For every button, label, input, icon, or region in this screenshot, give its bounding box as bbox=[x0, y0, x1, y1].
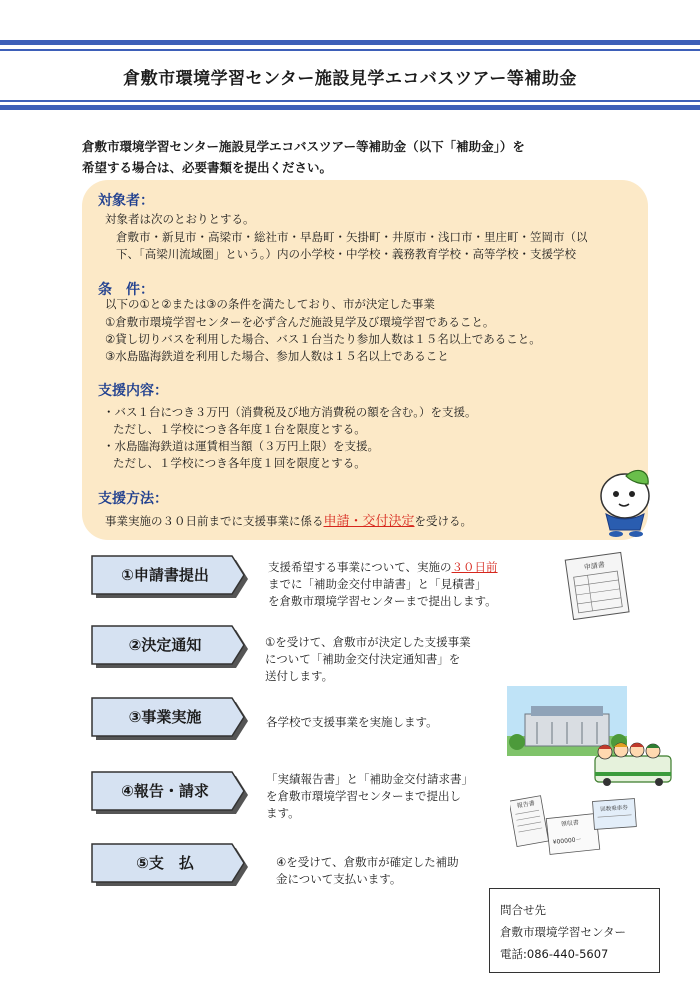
support-line-1: ・バス１台につき３万円（消費税及び地方消費税の額を含む。）を支援。 bbox=[103, 405, 477, 419]
step-1-desc-line-2: までに「補助金交付申請書」と「見積書」 bbox=[268, 577, 487, 591]
receipt-amount: ¥00000－ bbox=[552, 836, 582, 847]
support-line-2: ただし、１学校につき各年度１台を限度とする。 bbox=[113, 422, 366, 436]
page-title: 倉敷市環境学習センター施設見学エコバスツアー等補助金 bbox=[123, 69, 577, 89]
step-1-desc-line-3: を倉敷市環境学習センターまで提出します。 bbox=[268, 594, 497, 608]
step-4-desc-line-1: 「実績報告書」と「補助金交付請求書」 bbox=[266, 772, 473, 786]
target-line-2: 倉敷市・新見市・高梁市・総社市・早島町・矢掛町・井原市・浅口市・里庄町・笠岡市（以 bbox=[116, 230, 588, 244]
step-5-label: ⑤支 払 bbox=[136, 854, 194, 872]
contact-title: 問合せ先 bbox=[500, 903, 546, 917]
step-1-desc-line-1 bbox=[268, 559, 498, 576]
step-4-desc-line-3: ます。 bbox=[266, 806, 300, 820]
step-3 bbox=[90, 696, 250, 746]
step-2-desc-line-1: ①を受けて、倉敷市が決定した支援事業 bbox=[265, 635, 471, 649]
step-4 bbox=[90, 770, 250, 820]
intro-text bbox=[82, 136, 642, 178]
target-line-1: 対象者は次のとおりとする。 bbox=[105, 212, 255, 226]
step-1 bbox=[90, 554, 250, 604]
support-line-3: ・水島臨海鉄道は運賃相当額（３万円上限）を支援。 bbox=[103, 439, 379, 453]
ticket-label: 回数乗車券 bbox=[600, 805, 629, 813]
step-3-desc-line-1: 各学校で支援事業を実施します。 bbox=[266, 715, 438, 729]
report-receipt-illustration bbox=[510, 792, 638, 864]
method-line bbox=[105, 513, 472, 530]
conditions-line-3: ②貸し切りバスを利用した場合、バス１台当たり参加人数は１５名以上であること。 bbox=[105, 332, 541, 346]
step-4-label: ④報告・請求 bbox=[121, 782, 209, 800]
step-1-desc-highlight: ３０日前 bbox=[451, 560, 498, 574]
step-2 bbox=[90, 624, 250, 674]
step-5-desc-line-1: ④を受けて、倉敷市が確定した補助 bbox=[276, 855, 459, 869]
step-2-desc-line-3: 送付します。 bbox=[265, 669, 334, 683]
conditions-line-2: ①倉敷市環境学習センターを必ず含んだ施設見学及び環境学習であること。 bbox=[105, 315, 495, 329]
support-heading: 支援内容： bbox=[98, 383, 168, 399]
step-3-label: ③事業実施 bbox=[128, 708, 202, 726]
contact-org: 倉敷市環境学習センター bbox=[500, 925, 627, 939]
step-2-desc-line-2: について「補助金交付決定通知書」を bbox=[265, 652, 461, 666]
method-line-prefix: 事業実施の３０日前までに支援事業に係る bbox=[105, 514, 324, 528]
method-line-suffix: を受ける。 bbox=[414, 514, 473, 528]
header-band-bottom-thick bbox=[0, 105, 700, 110]
header-band-top-thin bbox=[0, 49, 700, 51]
step-1-label: ①申請書提出 bbox=[121, 566, 209, 584]
step-5-desc-line-2: 金について支払います。 bbox=[276, 872, 402, 886]
mascot-illustration bbox=[596, 462, 654, 538]
support-line-4: ただし、１学校につき各年度１回を限度とする。 bbox=[113, 456, 366, 470]
building-bus-illustration bbox=[507, 686, 672, 786]
step-4-desc-line-2: を倉敷市環境学習センターまで提出し bbox=[266, 789, 462, 803]
report-label: 報告書 bbox=[516, 799, 536, 810]
intro-line-1: 倉敷市環境学習センター施設見学エコバスツアー等補助金（以下「補助金」）を bbox=[82, 139, 525, 154]
contact-phone: 電話:086-440-5607 bbox=[500, 947, 609, 961]
header-band-bottom-thin bbox=[0, 100, 700, 102]
method-heading: 支援方法： bbox=[98, 491, 168, 507]
conditions-heading: 条 件： bbox=[98, 282, 154, 298]
step-5 bbox=[90, 842, 250, 892]
application-form-illustration bbox=[557, 550, 637, 620]
method-line-highlight: 申請・交付決定 bbox=[323, 514, 415, 529]
target-line-3: 下、「高梁川流域圏」という。）内の小学校・中学校・義務教育学校・高等学校・支援学校 bbox=[116, 247, 576, 261]
conditions-line-4: ③水島臨海鉄道を利用した場合、参加人数は１５名以上であること bbox=[105, 349, 449, 363]
receipt-label: 領収書 bbox=[560, 819, 580, 829]
intro-line-2: 希望する場合は、必要書類を提出ください。 bbox=[82, 160, 333, 175]
step-2-label: ②決定通知 bbox=[128, 636, 202, 654]
application-form-label: 申請書 bbox=[583, 560, 606, 572]
conditions-line-1: 以下の①と②または③の条件を満たしており、市が決定した事業 bbox=[105, 297, 435, 311]
header-band-top-thick bbox=[0, 40, 700, 45]
step-1-desc-prefix: 支援希望する事業について、実施の bbox=[268, 560, 452, 574]
target-heading: 対象者： bbox=[98, 193, 154, 209]
contact-box bbox=[489, 888, 660, 973]
